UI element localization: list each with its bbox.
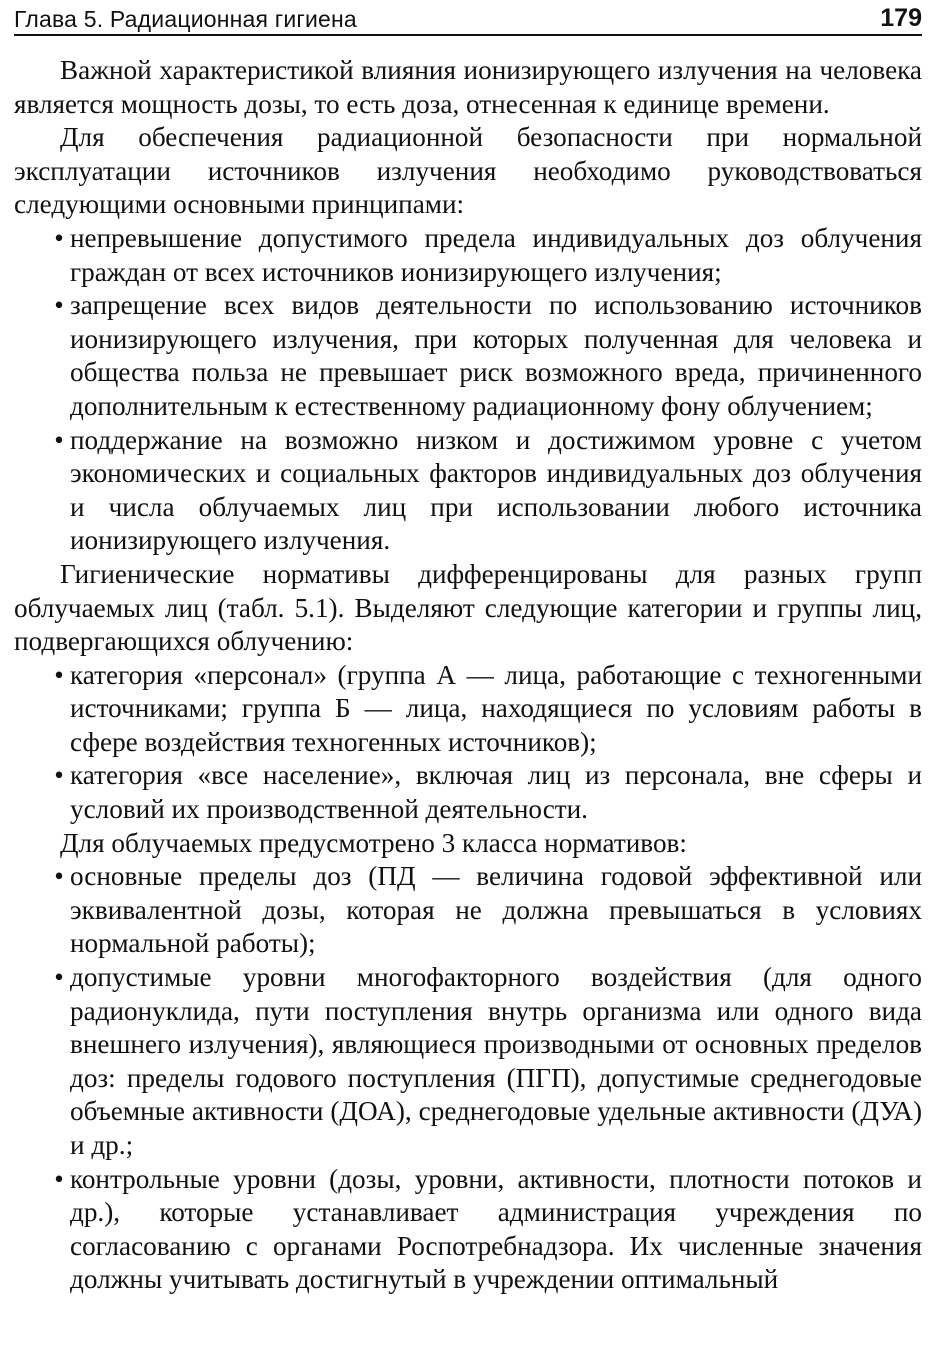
bullet-marker: • (54, 222, 64, 253)
list-item-text: непревышение допустимого предела индивидуальных доз облучения граждан от всех источников ионизирующего излучения; (70, 222, 922, 287)
list-item-text: контрольные уровни (дозы, уровни, активности, плотности потоков и др.), которые устанавливает администрация учреждения по согласованию с органами Роспотребнадзора. Их численные значения должны учитывать достигнутый в учреждении оптимальный (70, 1163, 922, 1295)
categories-list (14, 659, 922, 827)
book-page (14, 0, 924, 1363)
list-item-text: категория «все население», включая лиц из персонала, вне сферы и условий их производственной деятельности. (70, 760, 922, 825)
body-text (14, 54, 922, 1297)
list-item (14, 289, 922, 423)
list-item-text: допустимые уровни многофакторного воздействия (для одного радионуклида, пути поступления внутрь организма или одного вида внешнего излучения), являющиеся производными от основных пределов доз: пределы годового поступления (ПГП), допустимые среднегодовые объемные активности (ДОА), среднегодовые удельные активности (ДУА) и др.; (70, 962, 922, 1160)
running-header (14, 2, 922, 36)
paragraph-norm-classes: Для облучаемых предусмотрено 3 класса нормативов: (60, 827, 687, 858)
bullet-marker: • (54, 760, 64, 791)
paragraph-safety-principles: Для обеспечения радиационной безопасности при нормальной эксплуатации источников излучения необходимо руководствоваться следующими основными принципами: (14, 122, 922, 220)
list-item (14, 424, 922, 558)
list-item-text: основные пределы доз (ПД — величина годовой эффективной или эквивалентной дозы, которая не должна превышаться в условиях нормальной работы); (70, 861, 922, 959)
bullet-marker: • (54, 424, 64, 455)
principles-list (14, 222, 922, 558)
paragraph-hygienic-norms: Гигиенические нормативы дифференцированы для разных групп облучаемых лиц (табл. 5.1). Выделяют следующие категории и группы лиц, подвергающихся облучению: (14, 558, 922, 657)
list-item-text: поддержание на возможно низком и достижимом уровне с учетом экономических и социальных факторов индивидуальных доз облучения и числа облучаемых лиц при использовании любого источника ионизирующего излучения. (70, 424, 922, 556)
chapter-title: Глава 5. Радиационная гигиена (14, 6, 357, 32)
list-item (14, 222, 922, 289)
bullet-marker: • (54, 290, 64, 321)
bullet-marker: • (54, 962, 64, 993)
list-item (14, 759, 922, 826)
list-item (14, 1163, 922, 1297)
bullet-marker: • (54, 659, 64, 690)
list-item-text: запрещение всех видов деятельности по использованию источников ионизирующего излучения, при которых полученная для человека и общества польза не превышает риск возможного вреда, причиненного дополнительным к естественному радиационному фону облучением; (70, 290, 922, 421)
bullet-marker: • (54, 1163, 64, 1194)
paragraph-dose-rate: Важной характеристикой влияния ионизирующего излучения на человека является мощность дозы, то есть доза, отнесенная к единице времени. (14, 55, 922, 119)
list-item-text: категория «персонал» (группа А — лица, работающие с техногенными источниками; группа Б — лица, находящиеся по условиям работы в сфере воздействия техногенных источников); (70, 659, 922, 757)
norm-classes-list (14, 860, 922, 1297)
list-item (14, 860, 922, 961)
list-item (14, 961, 922, 1163)
bullet-marker: • (54, 861, 64, 892)
list-item (14, 659, 922, 760)
page-number: 179 (880, 4, 922, 32)
